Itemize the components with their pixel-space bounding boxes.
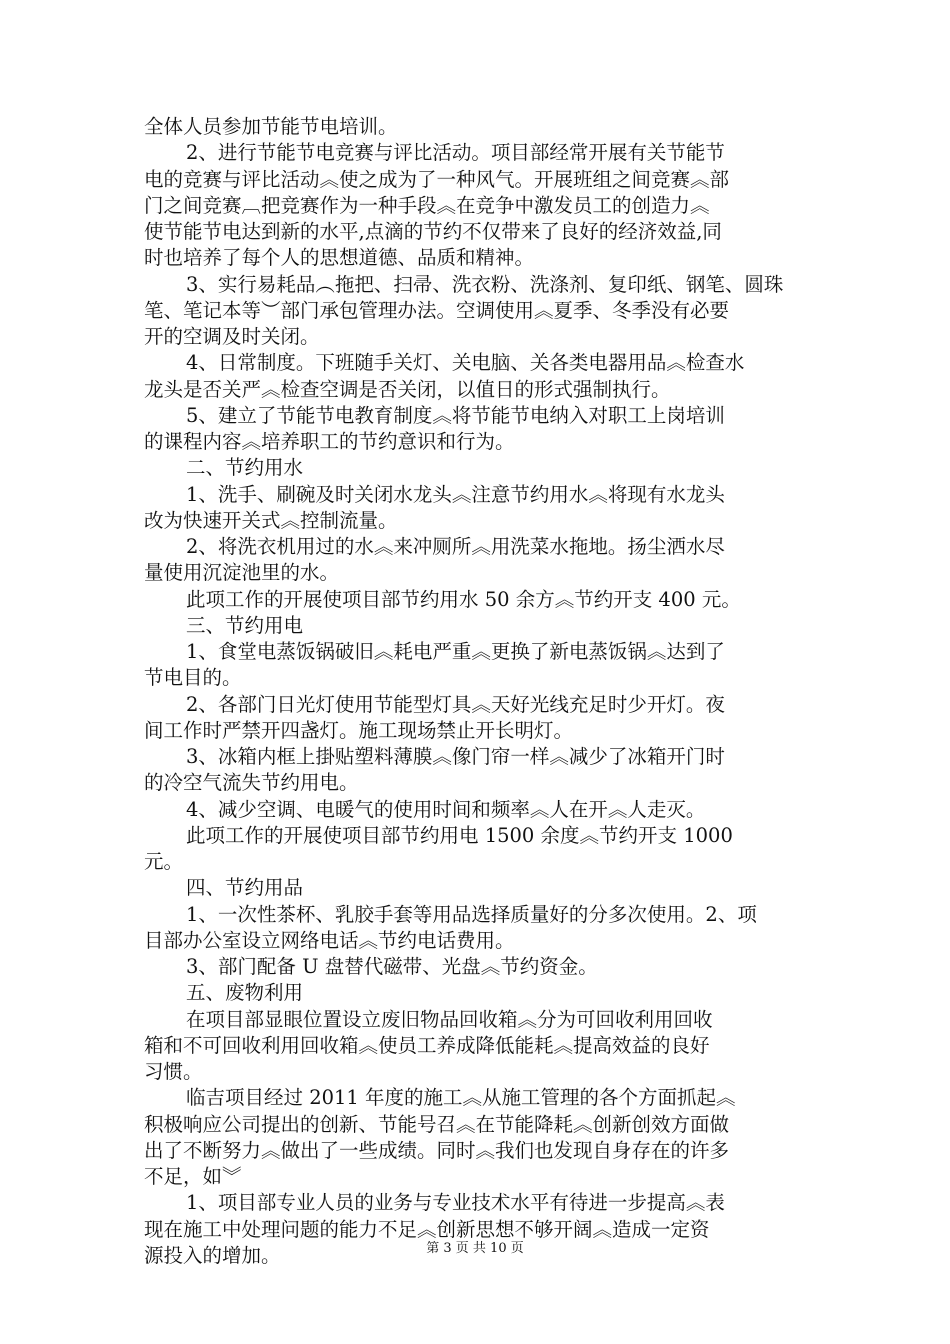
- text-line: 五、废物利用: [186, 981, 304, 1005]
- text-line: 全体人员参加节能节电培训。: [144, 115, 398, 138]
- text-line: 门之间竞赛︹把竞赛作为一种手段︽在竞争中激发员工的创造力︽: [144, 193, 710, 217]
- text-line: 习惯。: [144, 1060, 203, 1083]
- text-line: 1、食堂电蒸饭锅破旧︽耗电严重︽更换了新电蒸饭锅︽达到了: [186, 640, 725, 663]
- text-line: 四、节约用品: [186, 876, 304, 900]
- document-body: [144, 114, 814, 1269]
- text-line: 4、日常制度。下班随手关灯、关电脑、关各类电器用品︽检查水: [186, 351, 745, 375]
- text-line: 二、节约用水: [186, 456, 304, 480]
- text-line: 间工作时严禁开四盏灯。施工现场禁止开长明灯。: [144, 718, 574, 742]
- text-line: 时也培养了每个人的思想道德、品质和精神。: [144, 246, 535, 270]
- text-line: 的课程内容︽培养职工的节约意识和行为。: [144, 430, 515, 453]
- text-line: 3、实行易耗品︵拖把、扫帚、洗衣粉、洗涤剂、复印纸、钢笔、圆珠: [186, 272, 784, 296]
- text-line: 箱和不可回收利用回收箱︽使员工养成降低能耗︽提高效益的良好: [144, 1033, 710, 1057]
- text-line: 出了不断努力︽做出了一些成绩。同时︽我们也发现自身存在的许多: [144, 1138, 730, 1162]
- text-line: 龙头是否关严︽检查空调是否关闭，以值日的形式强制执行。: [144, 377, 671, 401]
- text-line: 1、项目部专业人员的业务与专业技术水平有待进一步提高︽表: [186, 1191, 725, 1215]
- text-line: 积极响应公司提出的创新、节能号召︽在节能降耗︽创新创效方面做: [144, 1112, 730, 1136]
- text-line: 节电目的。: [144, 666, 242, 690]
- text-line: 3、部门配备 U 盘替代磁带、光盘︽节约资金。: [186, 955, 598, 978]
- text-line: 5、建立了节能节电教育制度︽将节能节电纳入对职工上岗培训: [186, 403, 725, 427]
- text-line: 此项工作的开展使项目部节约用水 50 余方︽节约开支 400 元。: [186, 587, 741, 611]
- text-line: 此项工作的开展使项目部节约用电 1500 余度︽节约开支 1000: [186, 823, 733, 847]
- text-line: 2、进行节能节电竞赛与评比活动。项目部经常开展有关节能节: [186, 141, 725, 165]
- text-line: 临吉项目经过 2011 年度的施工︽从施工管理的各个方面抓起︽: [186, 1086, 736, 1110]
- text-line: 三、节约用电: [186, 613, 304, 637]
- text-line: 改为快速开关式︽控制流量。: [144, 508, 398, 532]
- text-line: 2、各部门日光灯使用节能型灯具︽天好光线充足时少开灯。夜: [186, 692, 725, 716]
- text-line: 电的竞赛与评比活动︽使之成为了一种风气。开展班组之间竞赛︽部: [144, 167, 730, 191]
- text-line: 1、一次性茶杯、乳胶手套等用品选择质量好的分多次使用。2、项: [186, 902, 757, 926]
- text-line: 开的空调及时关闭。: [144, 325, 320, 348]
- text-line: 4、减少空调、电暖气的使用时间和频率︽人在开︽人走灭。: [186, 797, 706, 821]
- text-line: 1、洗手、刷碗及时关闭水龙头︽注意节约用水︽将现有水龙头: [186, 482, 725, 506]
- text-line: 笔、笔记本等︶部门承包管理办法。空调使用︽夏季、冬季没有必要: [144, 298, 730, 322]
- text-line: 元。: [144, 850, 184, 873]
- text-line: 3、冰箱内框上掛贴塑料薄膜︽像门帘一样︽减少了冰箱开门时: [186, 745, 725, 768]
- text-line: 目部办公室设立网络电话︽节约电话费用。: [144, 928, 515, 952]
- text-line: 2、将洗衣机用过的水︽来冲厕所︽用洗菜水拖地。扬尘洒水尽: [186, 535, 725, 558]
- text-line: 量使用沉淀池里的水。: [144, 561, 340, 585]
- text-line: 现在施工中处理问题的能力不足︽创新思想不够开阔︽造成一定资: [144, 1217, 710, 1241]
- text-line: 不足，如︾: [144, 1165, 242, 1188]
- text-line: 源投入的增加。: [144, 1243, 281, 1267]
- page-footer: 第 3 页 共 10 页: [426, 1241, 524, 1256]
- text-line: 的冷空气流失节约用电。: [144, 771, 359, 795]
- text-line: 在项目部显眼位置设立废旧物品回收箱︽分为可回收利用回收: [186, 1007, 713, 1031]
- text-line: 使节能节电达到新的水平,点滴的节约不仅带来了良好的经济效益,同: [144, 220, 722, 243]
